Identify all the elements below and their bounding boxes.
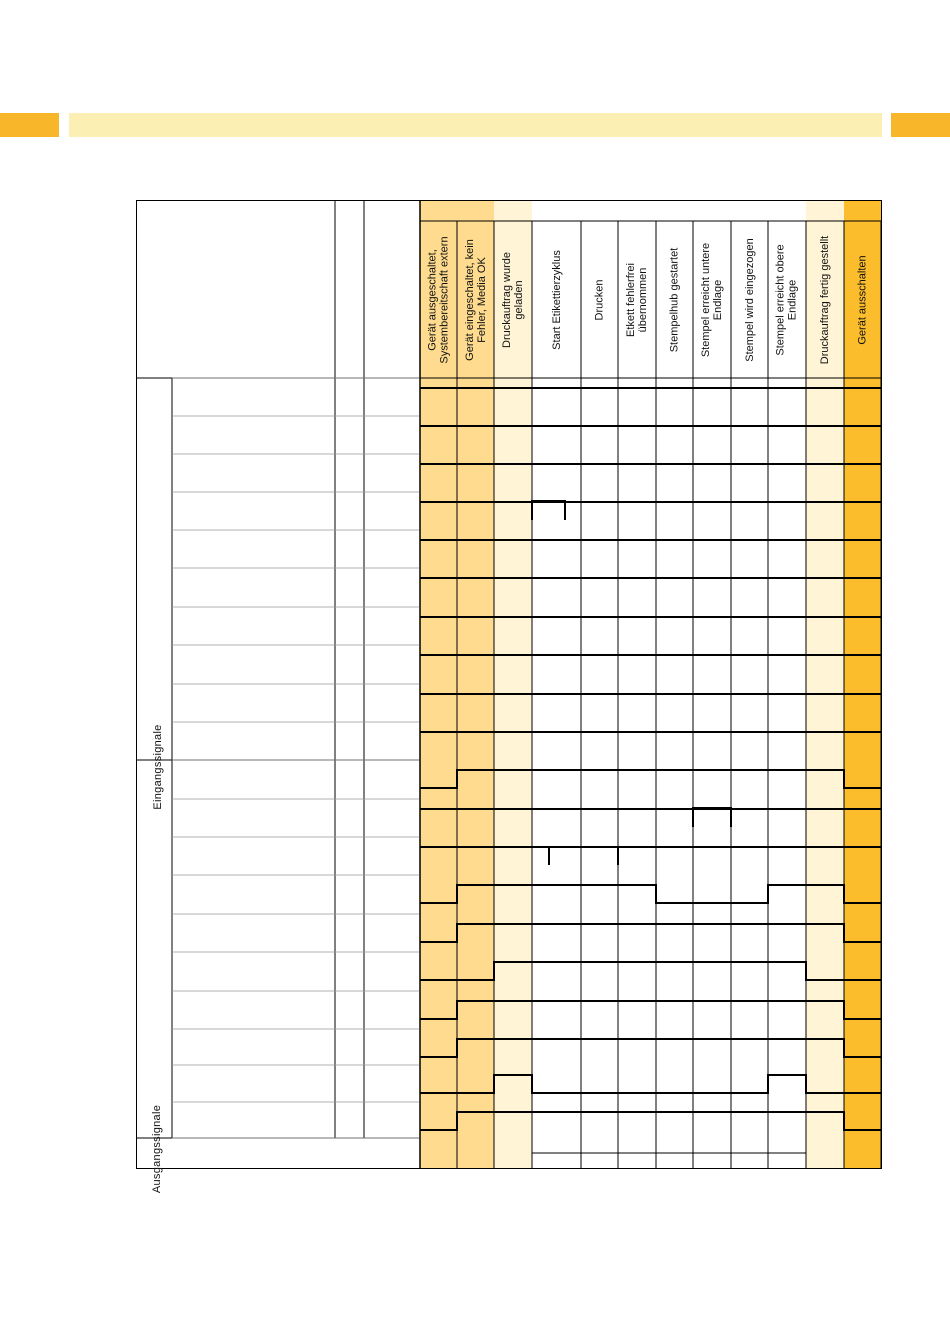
group-label-outputs: Ausgangssignale bbox=[151, 1104, 163, 1194]
column-header-9-label: Stempel wird eingezogen bbox=[743, 237, 756, 362]
signal-trace-20 bbox=[420, 1112, 881, 1130]
print-pulse-trace bbox=[549, 847, 618, 865]
signal-trace-18 bbox=[420, 1039, 881, 1057]
signal-trace-16 bbox=[420, 962, 881, 980]
signal-trace-11 bbox=[420, 770, 881, 788]
header-bar-middle bbox=[69, 113, 882, 137]
grid-and-signals bbox=[137, 201, 883, 1170]
column-header-8-label: Stempel erreicht untere Endlage bbox=[700, 242, 724, 357]
signal-trace-19 bbox=[420, 1075, 881, 1093]
header-bar-right bbox=[891, 113, 950, 137]
column-header-2-label: Gerät eingeschaltet, kein Fehler, Media OK bbox=[463, 238, 488, 361]
stamp-pulse-trace bbox=[693, 808, 731, 827]
grid-lines bbox=[137, 201, 881, 1168]
signal-trace-17 bbox=[420, 1001, 881, 1019]
column-header-3-label: Druckauftrag wurde geladen bbox=[501, 251, 525, 348]
column-header-5-label: Drucken bbox=[593, 279, 606, 320]
start-pulse-trace bbox=[532, 501, 565, 520]
column-header-12-label: Gerät ausschalten bbox=[856, 254, 869, 345]
column-header-1-label: Gerät ausgeschaltet, Systembereitschaft extern bbox=[426, 235, 451, 364]
column-header-6-label: Etkett fehlerfrei übernommen bbox=[625, 262, 650, 337]
timing-diagram-table bbox=[136, 200, 882, 1194]
column-header-4-label: Start Etikettierzyklus bbox=[550, 249, 563, 350]
signal-trace-14 bbox=[420, 885, 881, 903]
cycle-bracket bbox=[532, 1138, 806, 1153]
column-header-10-label: Stempel erreicht obere Endlage bbox=[775, 243, 799, 356]
column-header-7-label: Stempelhub gestartet bbox=[668, 247, 681, 352]
signal-trace-15 bbox=[420, 924, 881, 942]
header-bar-left bbox=[0, 113, 59, 137]
signal-traces bbox=[420, 388, 881, 1153]
column-header-11-label: Druckauftrag fertig gestellt bbox=[819, 235, 832, 364]
group-label-inputs: Eingangssignale bbox=[152, 724, 164, 810]
